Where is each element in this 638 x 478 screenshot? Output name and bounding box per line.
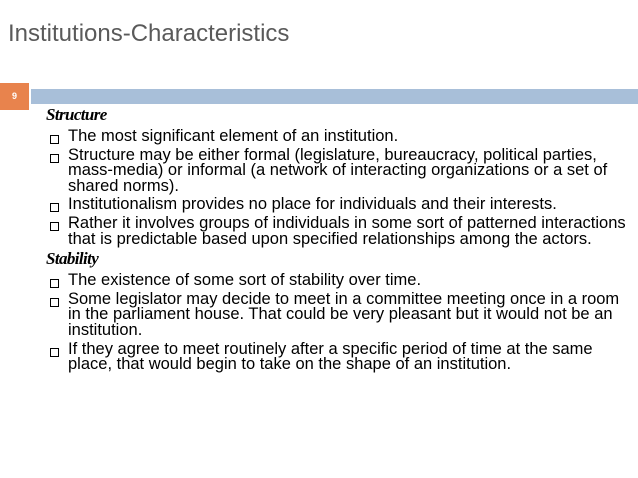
bullet-text: The existence of some sort of stability over time. xyxy=(68,271,422,290)
section-heading-stability: Stability xyxy=(46,249,99,269)
title-banner xyxy=(31,89,638,104)
page-number: 9 xyxy=(11,91,17,101)
square-bullet-icon xyxy=(50,222,59,231)
bullet-text: Structure may be either formal (legislature, bureaucracy, political parties, mass-media) or informal (a network of interacting organizations or a set of shared norms). xyxy=(68,145,608,195)
bullet-item xyxy=(46,197,636,213)
square-bullet-icon xyxy=(50,203,59,212)
square-bullet-icon xyxy=(50,348,59,357)
bullet-text: Institutionalism provides no place for individuals and their interests. xyxy=(68,195,557,214)
bullet-item xyxy=(46,289,636,339)
bullet-text: Rather it involves groups of individuals in some sort of patterned interactions that is predictable based upon specified relationships among the actors. xyxy=(68,213,626,248)
square-bullet-icon xyxy=(50,298,59,307)
section-heading-structure: Structure xyxy=(46,105,107,124)
page-title: Institutions-Characteristics xyxy=(8,20,290,47)
bullet-text: If they agree to meet routinely after a specific period of time at the same place, that would begin to take on the shape of an institution. xyxy=(68,339,593,374)
bullet-item xyxy=(46,213,636,248)
bullet-item xyxy=(46,129,636,145)
slide-body xyxy=(46,105,636,373)
bullet-item xyxy=(46,339,636,374)
square-bullet-icon xyxy=(50,154,59,163)
bullet-text: The most significant element of an institution. xyxy=(68,127,399,145)
bullet-item xyxy=(46,273,636,289)
bullet-text: Some legislator may decide to meet in a committee meeting once in a room in the parliament house. That could be very pleasant but it would not be an institution. xyxy=(68,289,620,339)
square-bullet-icon xyxy=(50,135,59,144)
bullet-item xyxy=(46,145,636,195)
square-bullet-icon xyxy=(50,279,59,288)
